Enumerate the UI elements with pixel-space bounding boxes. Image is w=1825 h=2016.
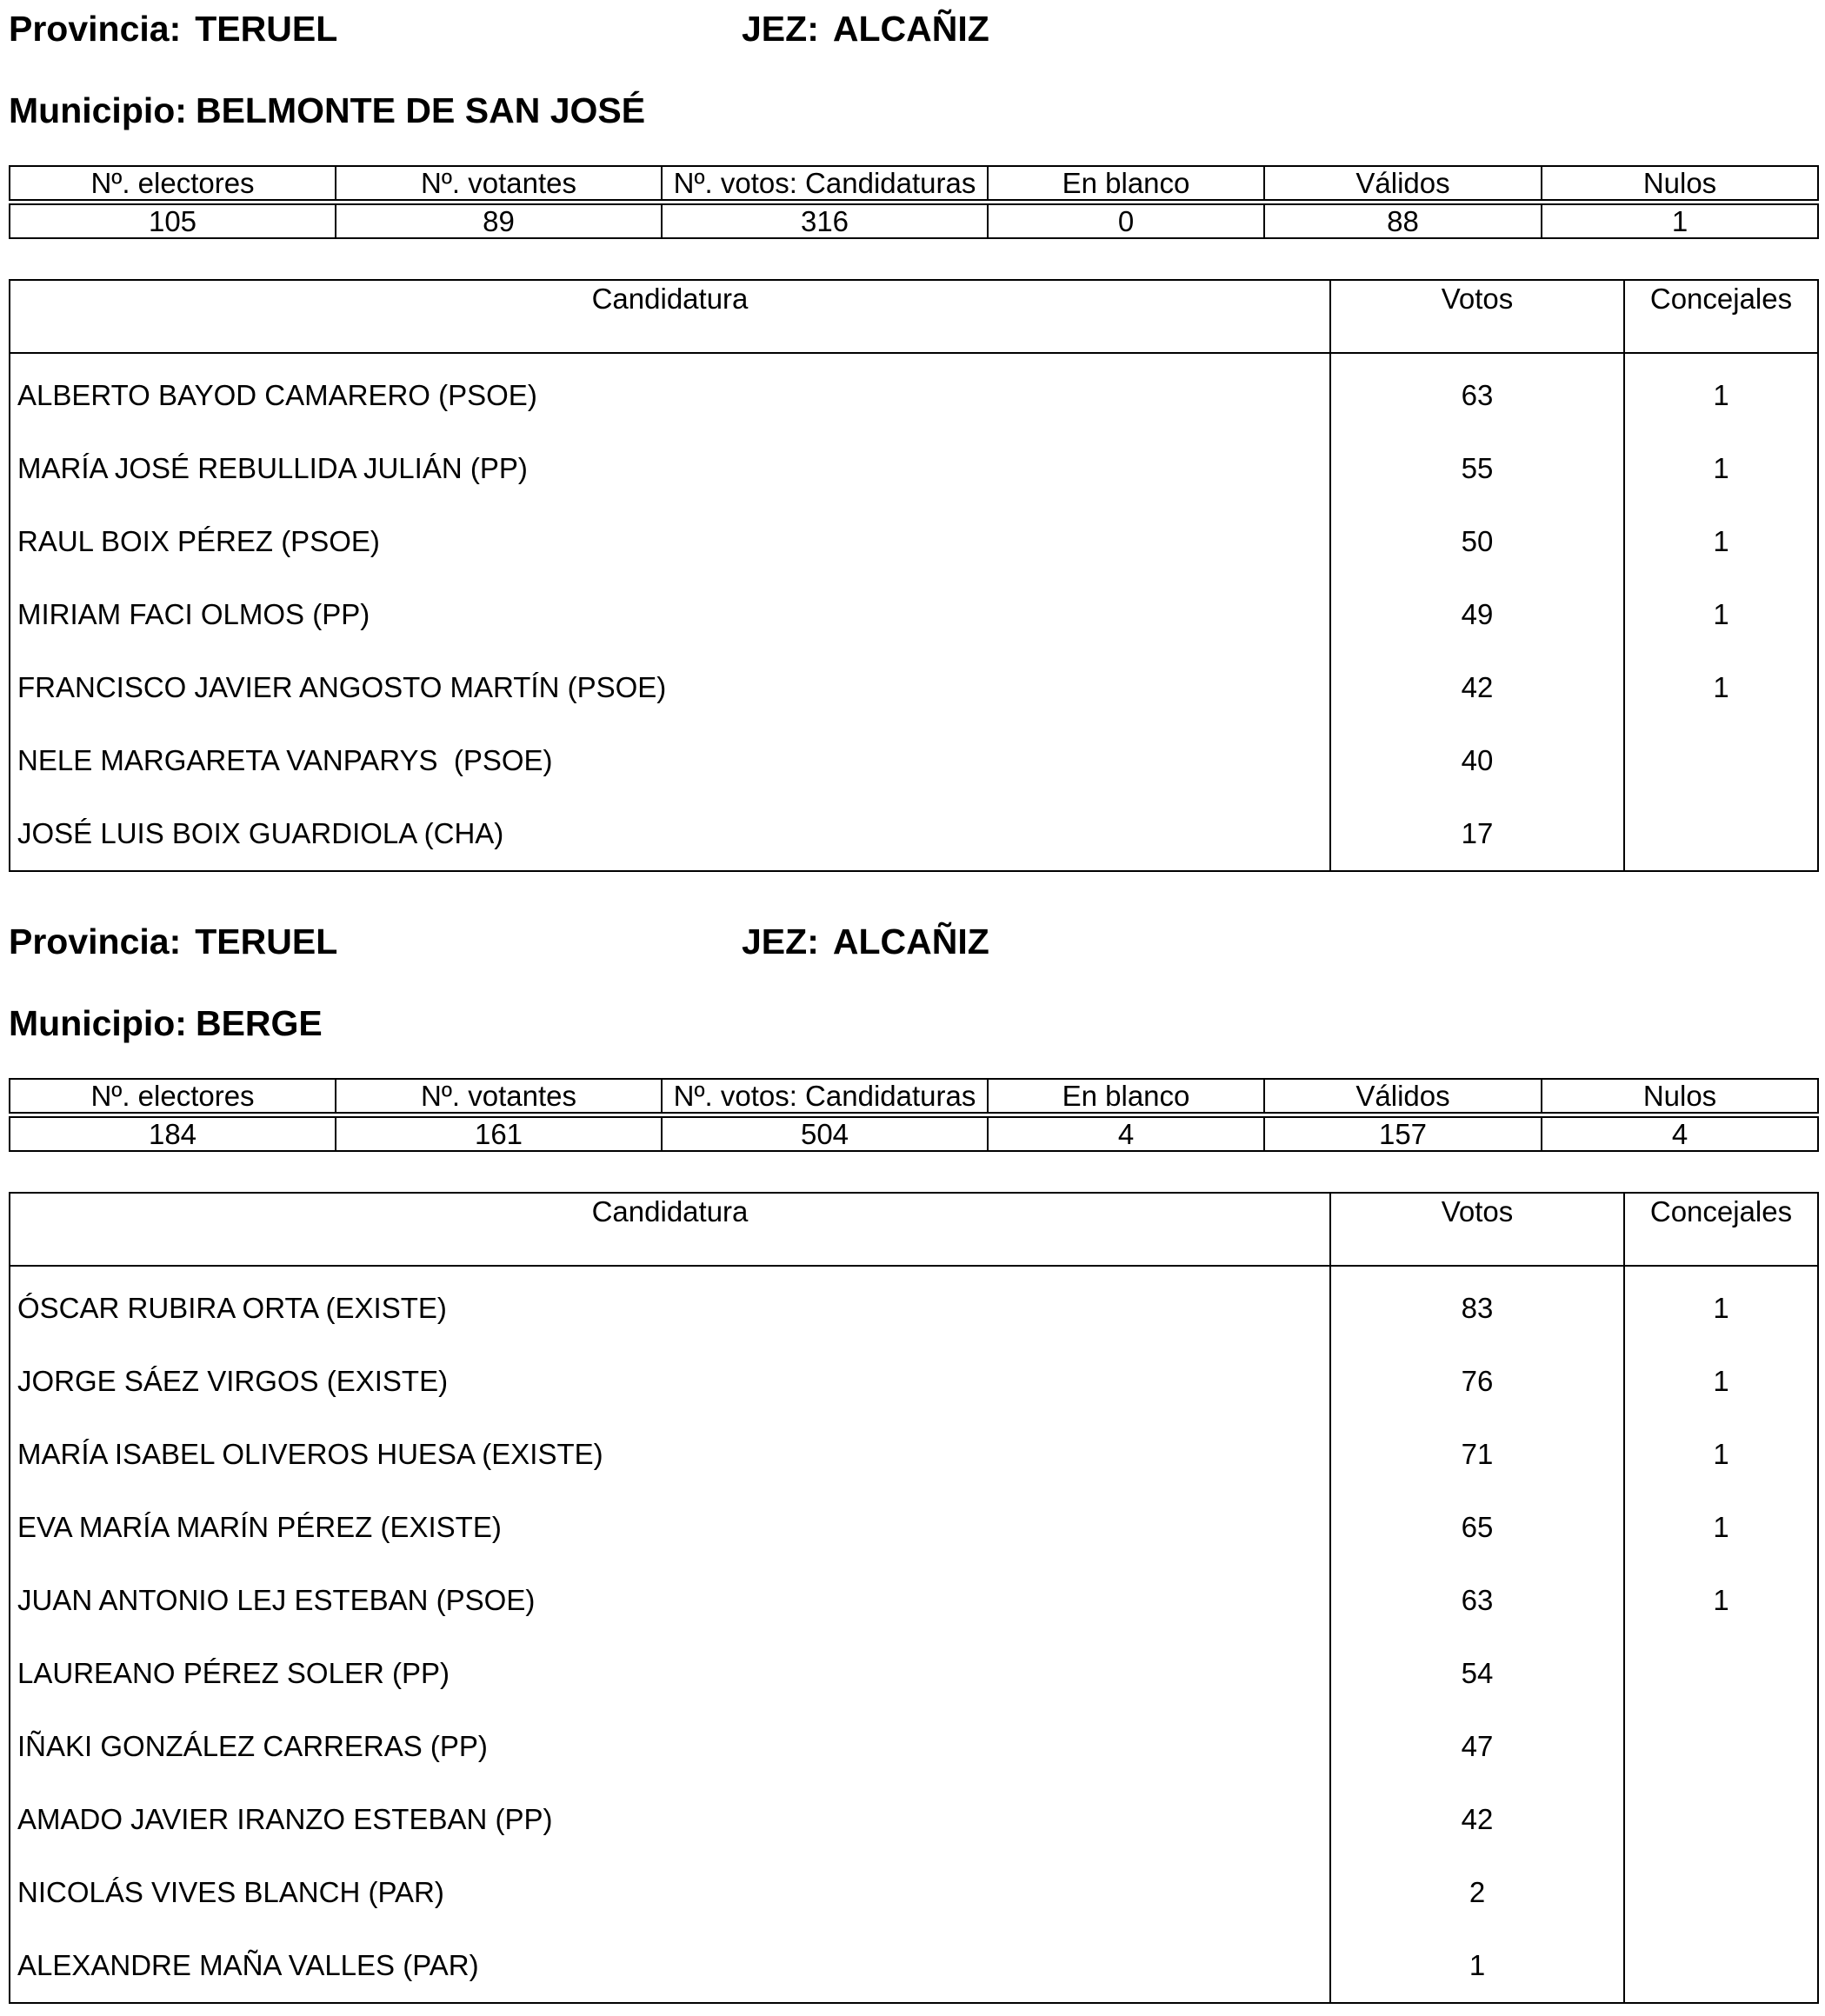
candidate-name: MIRIAM FACI OLMOS (PP) [10,578,1330,651]
candidate-row [10,353,1818,432]
stats-value: 4 [1542,1117,1818,1151]
jez-label: JEZ: [742,922,819,961]
candidate-concejales [1624,1856,1818,1929]
stats-header-row [10,166,1818,200]
stats-value: 0 [988,204,1264,238]
candidate-votos: 63 [1330,1564,1624,1637]
concejales-header: Concejales [1624,1193,1818,1266]
candidate-row [10,505,1818,578]
stats-value: 1 [1542,204,1818,238]
stats-header: Nº. votantes [336,166,662,200]
stats-value: 4 [988,1117,1264,1151]
candidatura-header: Candidatura [10,1193,1330,1266]
candidate-name: MARÍA JOSÉ REBULLIDA JULIÁN (PP) [10,432,1330,505]
candidate-votos: 50 [1330,505,1624,578]
candidate-name: MARÍA ISABEL OLIVEROS HUESA (EXISTE) [10,1418,1330,1491]
candidate-name: AMADO JAVIER IRANZO ESTEBAN (PP) [10,1783,1330,1856]
jez-heading [742,10,989,48]
candidate-concejales: 1 [1624,578,1818,651]
candidate-votos: 71 [1330,1418,1624,1491]
candidate-concejales [1624,724,1818,797]
candidate-name: RAUL BOIX PÉREZ (PSOE) [10,505,1330,578]
candidate-votos: 65 [1330,1491,1624,1564]
candidates-table [9,279,1819,872]
stats-header: Válidos [1264,1079,1542,1113]
stats-table [9,1078,1819,1152]
stats-value: 105 [10,204,336,238]
municipio-label: Municipio: [9,1003,187,1043]
stats-value: 89 [336,204,662,238]
candidate-row [10,1345,1818,1418]
candidate-name: EVA MARÍA MARÍN PÉREZ (EXISTE) [10,1491,1330,1564]
candidate-votos: 55 [1330,432,1624,505]
municipio-value: BERGE [195,1003,323,1043]
candidatura-header: Candidatura [10,280,1330,353]
candidate-votos: 42 [1330,1783,1624,1856]
stats-header: Nulos [1542,166,1818,200]
votos-header: Votos [1330,280,1624,353]
candidate-row [10,1783,1818,1856]
candidate-votos: 49 [1330,578,1624,651]
stats-header: En blanco [988,1079,1264,1113]
candidate-concejales: 1 [1624,353,1818,432]
stats-header: En blanco [988,166,1264,200]
candidate-name: IÑAKI GONZÁLEZ CARRERAS (PP) [10,1710,1330,1783]
stats-value-row [10,204,1818,238]
municipio-label: Municipio: [9,90,187,130]
candidate-concejales: 1 [1624,1345,1818,1418]
stats-header: Nº. votos: Candidaturas [662,166,988,200]
jez-value: ALCAÑIZ [832,9,989,49]
stats-value: 88 [1264,204,1542,238]
candidate-votos: 2 [1330,1856,1624,1929]
candidates-table [9,1192,1819,2004]
candidate-row [10,1637,1818,1710]
stats-value: 157 [1264,1117,1542,1151]
candidate-row [10,1418,1818,1491]
candidate-row [10,797,1818,871]
candidate-votos: 47 [1330,1710,1624,1783]
candidate-votos: 1 [1330,1929,1624,2003]
provincia-heading [9,10,337,48]
municipio-heading [9,91,645,130]
candidate-name: ALEXANDRE MAÑA VALLES (PAR) [10,1929,1330,2003]
candidate-concejales: 1 [1624,1266,1818,1345]
candidate-row [10,1856,1818,1929]
jez-value: ALCAÑIZ [832,922,989,961]
stats-value: 316 [662,204,988,238]
stats-value: 504 [662,1117,988,1151]
candidate-votos: 63 [1330,353,1624,432]
stats-value: 184 [10,1117,336,1151]
candidate-concejales: 1 [1624,1491,1818,1564]
stats-value-row [10,1117,1818,1151]
candidate-concejales: 1 [1624,1564,1818,1637]
candidate-concejales [1624,1929,1818,2003]
concejales-header: Concejales [1624,280,1818,353]
provincia-value: TERUEL [195,9,338,49]
candidate-row [10,1929,1818,2003]
candidate-votos: 83 [1330,1266,1624,1345]
candidate-name: LAUREANO PÉREZ SOLER (PP) [10,1637,1330,1710]
stats-header-row [10,1079,1818,1113]
stats-header: Nº. electores [10,166,336,200]
municipio-heading [9,1004,323,1042]
candidate-concejales: 1 [1624,1418,1818,1491]
candidate-name: JUAN ANTONIO LEJ ESTEBAN (PSOE) [10,1564,1330,1637]
provincia-heading [9,922,337,961]
candidates-header-row [10,280,1818,353]
provincia-label: Provincia: [9,922,182,961]
votos-header: Votos [1330,1193,1624,1266]
stats-value: 161 [336,1117,662,1151]
candidate-concejales [1624,1710,1818,1783]
candidate-row [10,724,1818,797]
candidate-row [10,1564,1818,1637]
candidate-name: JORGE SÁEZ VIRGOS (EXISTE) [10,1345,1330,1418]
stats-header: Nulos [1542,1079,1818,1113]
candidate-name: ÓSCAR RUBIRA ORTA (EXISTE) [10,1266,1330,1345]
provincia-value: TERUEL [195,922,338,961]
candidate-name: ALBERTO BAYOD CAMARERO (PSOE) [10,353,1330,432]
candidate-concejales [1624,797,1818,871]
stats-header: Válidos [1264,166,1542,200]
candidate-name: NELE MARGARETA VANPARYS (PSOE) [10,724,1330,797]
candidate-row [10,1266,1818,1345]
candidates-header-row [10,1193,1818,1266]
candidate-concejales: 1 [1624,651,1818,724]
candidate-votos: 54 [1330,1637,1624,1710]
candidate-row [10,651,1818,724]
candidate-row [10,1491,1818,1564]
candidate-votos: 76 [1330,1345,1624,1418]
candidate-votos: 40 [1330,724,1624,797]
stats-header: Nº. votos: Candidaturas [662,1079,988,1113]
municipio-value: BELMONTE DE SAN JOSÉ [195,90,646,130]
stats-header: Nº. electores [10,1079,336,1113]
candidate-concejales: 1 [1624,505,1818,578]
candidate-name: JOSÉ LUIS BOIX GUARDIOLA (CHA) [10,797,1330,871]
candidate-row [10,1710,1818,1783]
candidate-name: NICOLÁS VIVES BLANCH (PAR) [10,1856,1330,1929]
candidate-votos: 17 [1330,797,1624,871]
stats-table [9,165,1819,239]
candidate-row [10,432,1818,505]
jez-heading [742,922,989,961]
candidate-name: FRANCISCO JAVIER ANGOSTO MARTÍN (PSOE) [10,651,1330,724]
jez-label: JEZ: [742,9,819,49]
candidate-votos: 42 [1330,651,1624,724]
stats-header: Nº. votantes [336,1079,662,1113]
candidate-concejales [1624,1637,1818,1710]
candidate-row [10,578,1818,651]
candidate-concejales [1624,1783,1818,1856]
candidate-concejales: 1 [1624,432,1818,505]
provincia-label: Provincia: [9,9,182,49]
